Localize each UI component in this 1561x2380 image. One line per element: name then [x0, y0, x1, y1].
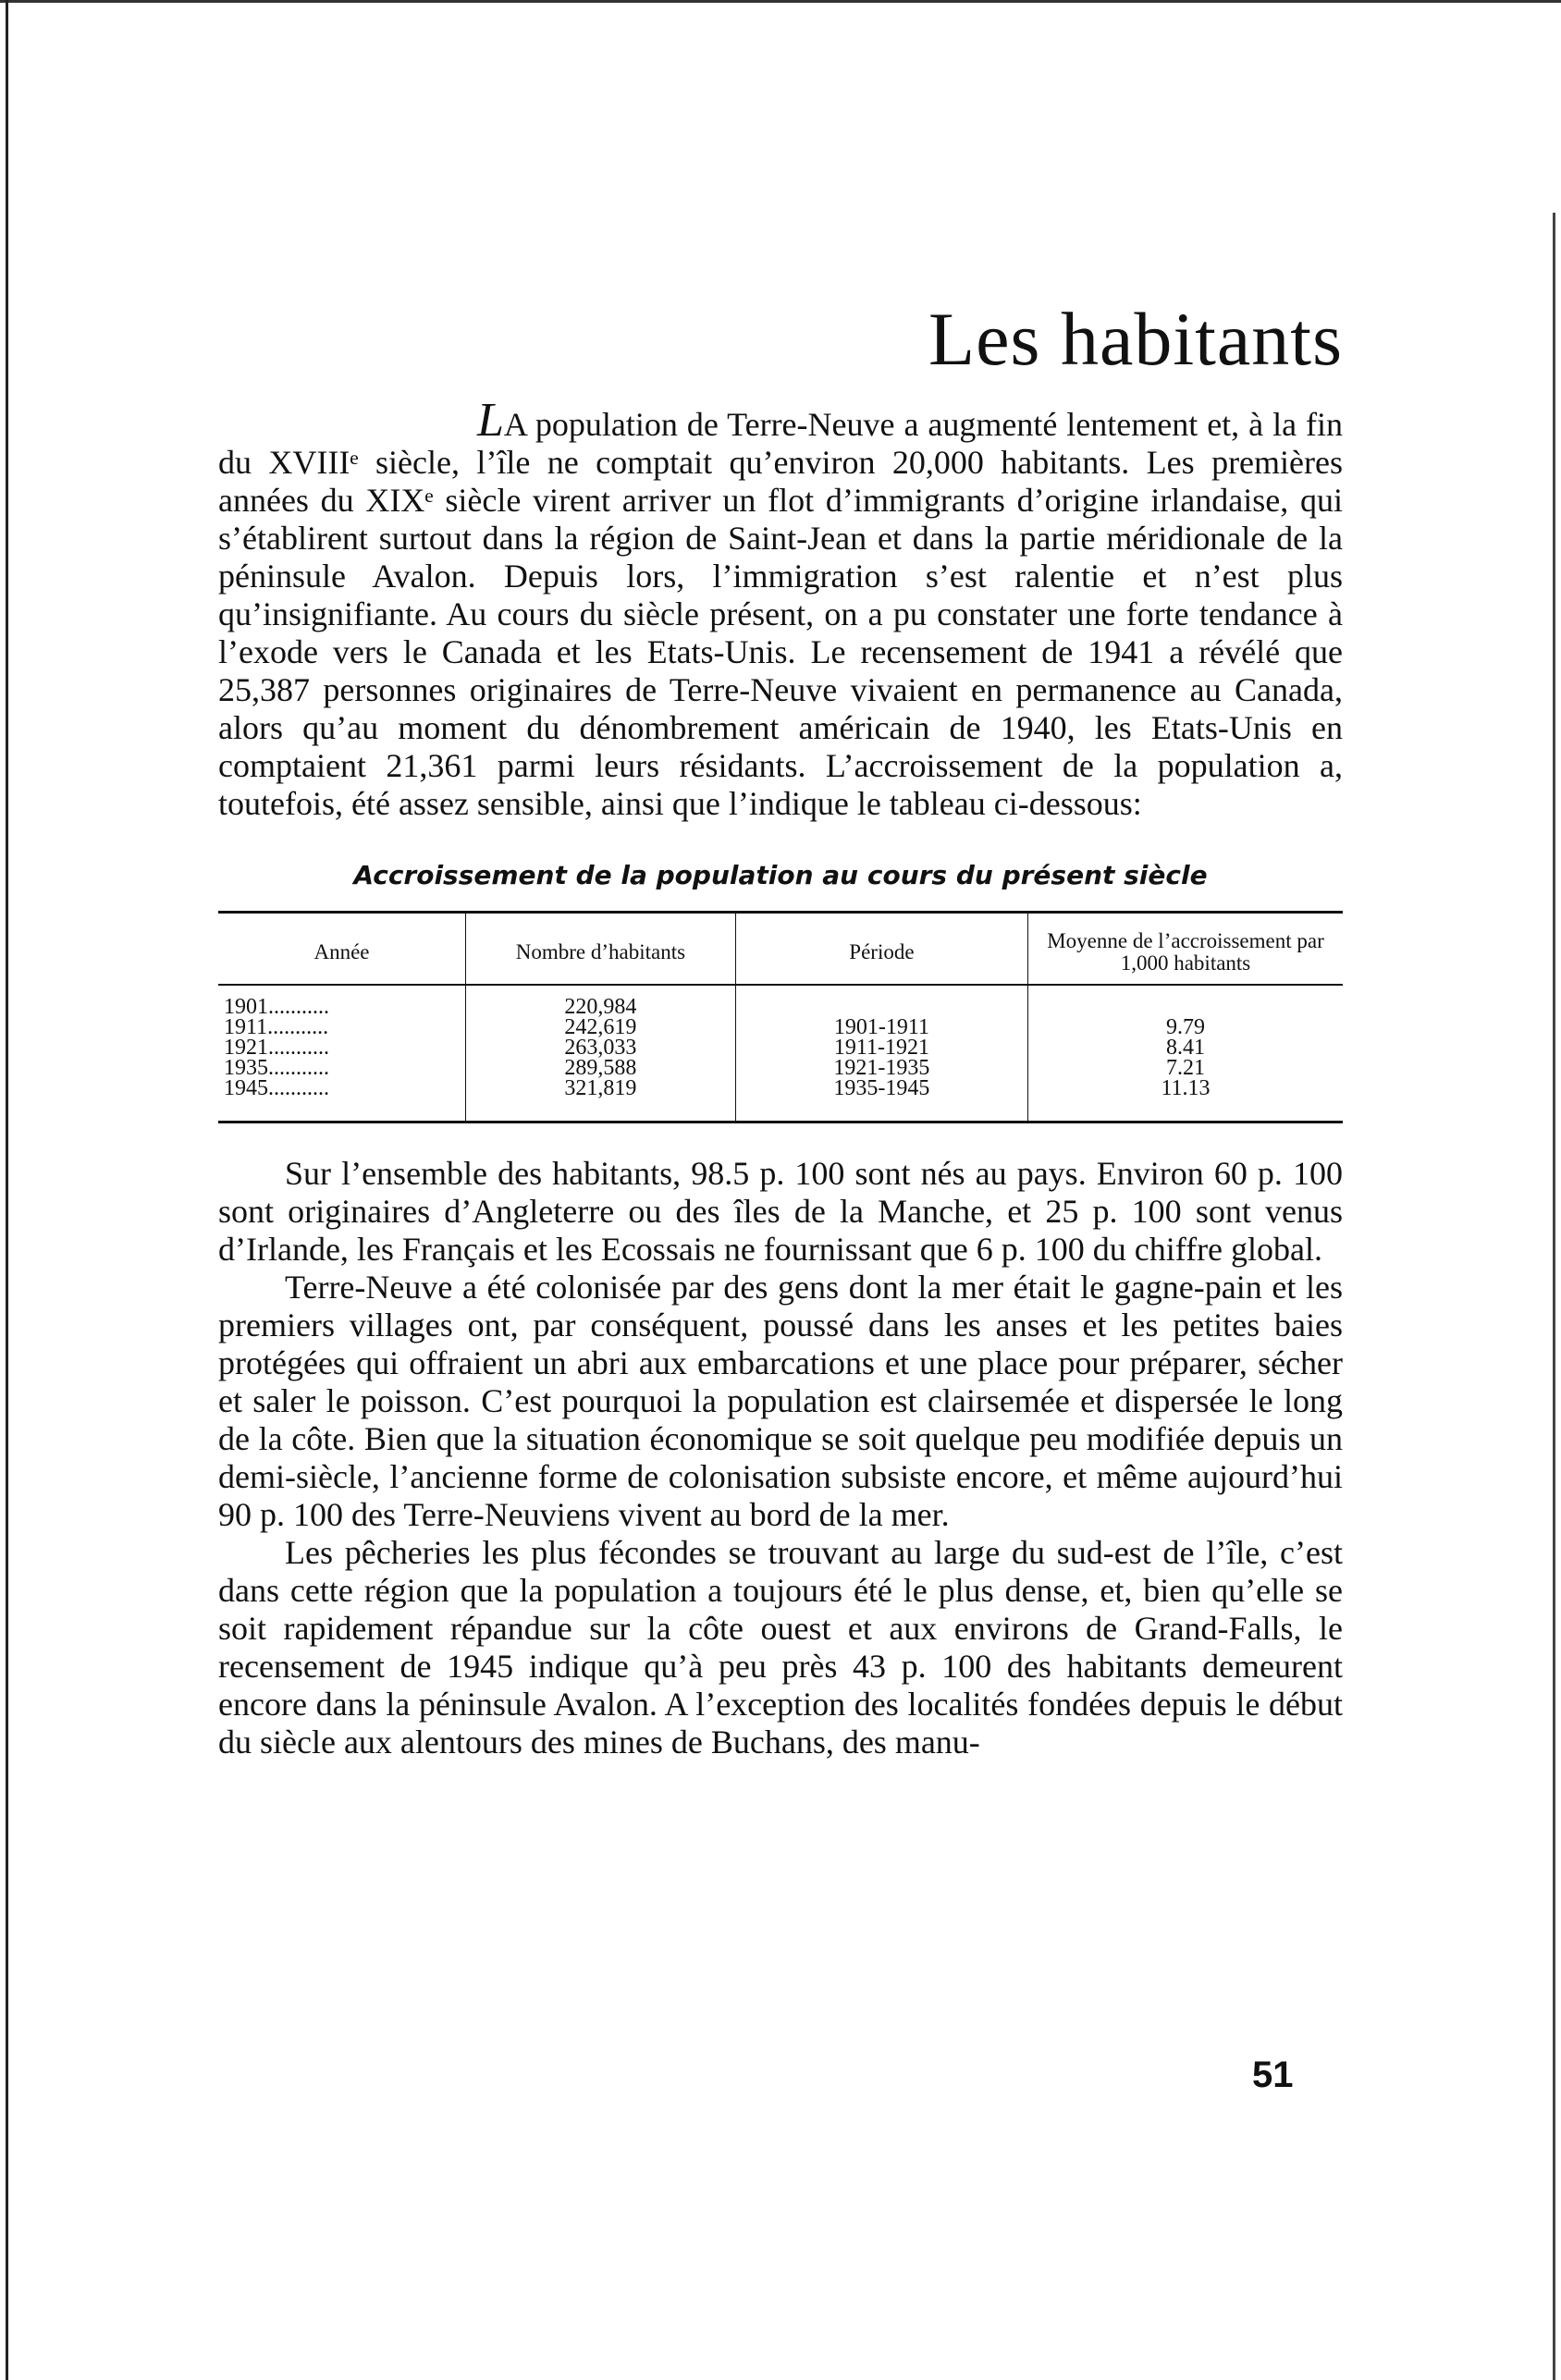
page-body — [218, 296, 1343, 1761]
body-paragraph: Terre-Neuve a été colonisée par des gens dont la mer était le gagne-pain et les premiers villages ont, par conséquent, poussé dans les anses et les petites baies protégées qui offraient un abri aux embarcations et une place pour préparer, sécher et saler le poisson. C’est pourquoi la population est clairsemée et dispersée le long de la côte. Bien que la situation économique se soit quelque peu modifiée depuis un demi-siècle, l’ancienne forme de colonisation subsiste encore, et même aujourd’hui 90 p. 100 des Terre-Neuviens vivent au bord de la mer. — [218, 1269, 1343, 1533]
table-spacing — [218, 1123, 1343, 1155]
population-table — [218, 911, 1343, 1123]
period-spacer — [742, 997, 1022, 1017]
page-number: 51 — [1252, 2055, 1294, 2095]
body-paragraph: Sur l’ensemble des habitants, 98.5 p. 100 sont nés au pays. Environ 60 p. 100 sont originaires d’Angleterre ou des îles de la Manche, et 25 p. 100 sont venus d’Irlande, les Français et les Ecossais ne fournissant que 6 p. 100 du chiffre global. — [218, 1155, 1343, 1268]
population-cell: 289,588 — [564, 1056, 637, 1080]
year-cell: 1901........... — [224, 995, 329, 1019]
intro-text: A population de Terre-Neuve a augmenté lentement et, à la fin du XVIIIᵉ siècle, l’île ne comptait qu’environ 20,000 habitants. Les premières années du XIXᵉ siècle virent arriver un flot d’immigrants d’origine irlandaise, qui s’établirent surtout dans la région de Saint-Jean et dans la partie méridionale de la péninsule Avalon. Depuis lors, l’immigration s’est ralentie et n’est plus qu’insignifiante. Au cours du siècle présent, on a pu constater une forte tendance à l’exode vers le Canada et les Etats-Unis. Le recensement de 1941 a révélé que 25,387 personnes originaires de Terre-Neuve vivaient en permanence au Canada, alors qu’au moment du dénombrement américain de 1940, les Etats-Unis en comptaient 21,361 parmi leurs résidants. L’accroissement de la population a, toutefois, été assez sensible, ainsi que l’indique le tableau ci-dessous: — [218, 406, 1343, 822]
body-paragraph: Les pêcheries les plus fécondes se trouvant au large du sud-est de l’île, c’est dans cette région que la population a toujours été le plus dense, et, bien qu’elle se soit rapidement répandue sur la côte ouest et aux environs de Grand-Falls, le recensement de 1945 indique qu’à peu près 43 p. 100 des habitants demeurent encore dans la péninsule Avalon. A l’exception des localités fondées depuis le début du siècle aux alentours des mines de Buchans, des manu- — [218, 1534, 1343, 1760]
period-cell: 1901-1911 — [833, 1015, 929, 1039]
population-cell: 220,984 — [564, 995, 637, 1019]
drop-cap: L — [477, 394, 504, 447]
table-header-row — [218, 913, 1343, 986]
chapter-title: Les habitants — [928, 297, 1343, 381]
year-cell: 1945........... — [224, 1076, 329, 1100]
header-population: Nombre d’habitants — [466, 913, 736, 986]
rate-cell: 8.41 — [1166, 1036, 1205, 1060]
scan-border-top — [0, 0, 1561, 3]
population-cell: 242,619 — [564, 1015, 637, 1039]
period-cell: 1911-1921 — [833, 1036, 929, 1060]
population-column — [466, 985, 736, 1123]
population-cell: 321,819 — [564, 1076, 637, 1100]
header-rate: Moyenne de l’accroissement par 1,000 habitants — [1028, 913, 1344, 986]
year-cell: 1911........... — [224, 1015, 329, 1039]
year-cell: 1921........... — [224, 1036, 329, 1060]
header-period: Période — [735, 913, 1027, 986]
table-caption: Accroissement de la population au cours du présent siècle — [353, 860, 1208, 890]
header-year: Année — [218, 913, 466, 986]
table-body-row — [218, 985, 1343, 1123]
period-cell: 1921-1935 — [833, 1056, 930, 1080]
scan-border-right — [1553, 213, 1555, 2380]
year-cell: 1935........... — [224, 1056, 329, 1080]
rate-cell: 9.79 — [1166, 1015, 1205, 1039]
period-column — [735, 985, 1027, 1123]
rate-column — [1028, 985, 1344, 1123]
rate-cell: 11.13 — [1161, 1076, 1211, 1100]
rate-cell: 7.21 — [1166, 1056, 1205, 1080]
period-cell: 1935-1945 — [833, 1076, 930, 1100]
year-column — [218, 985, 466, 1123]
population-cell: 263,033 — [564, 1036, 637, 1060]
intro-paragraph — [218, 394, 1343, 823]
rate-spacer — [1034, 997, 1337, 1017]
scan-border-left — [6, 0, 8, 2380]
